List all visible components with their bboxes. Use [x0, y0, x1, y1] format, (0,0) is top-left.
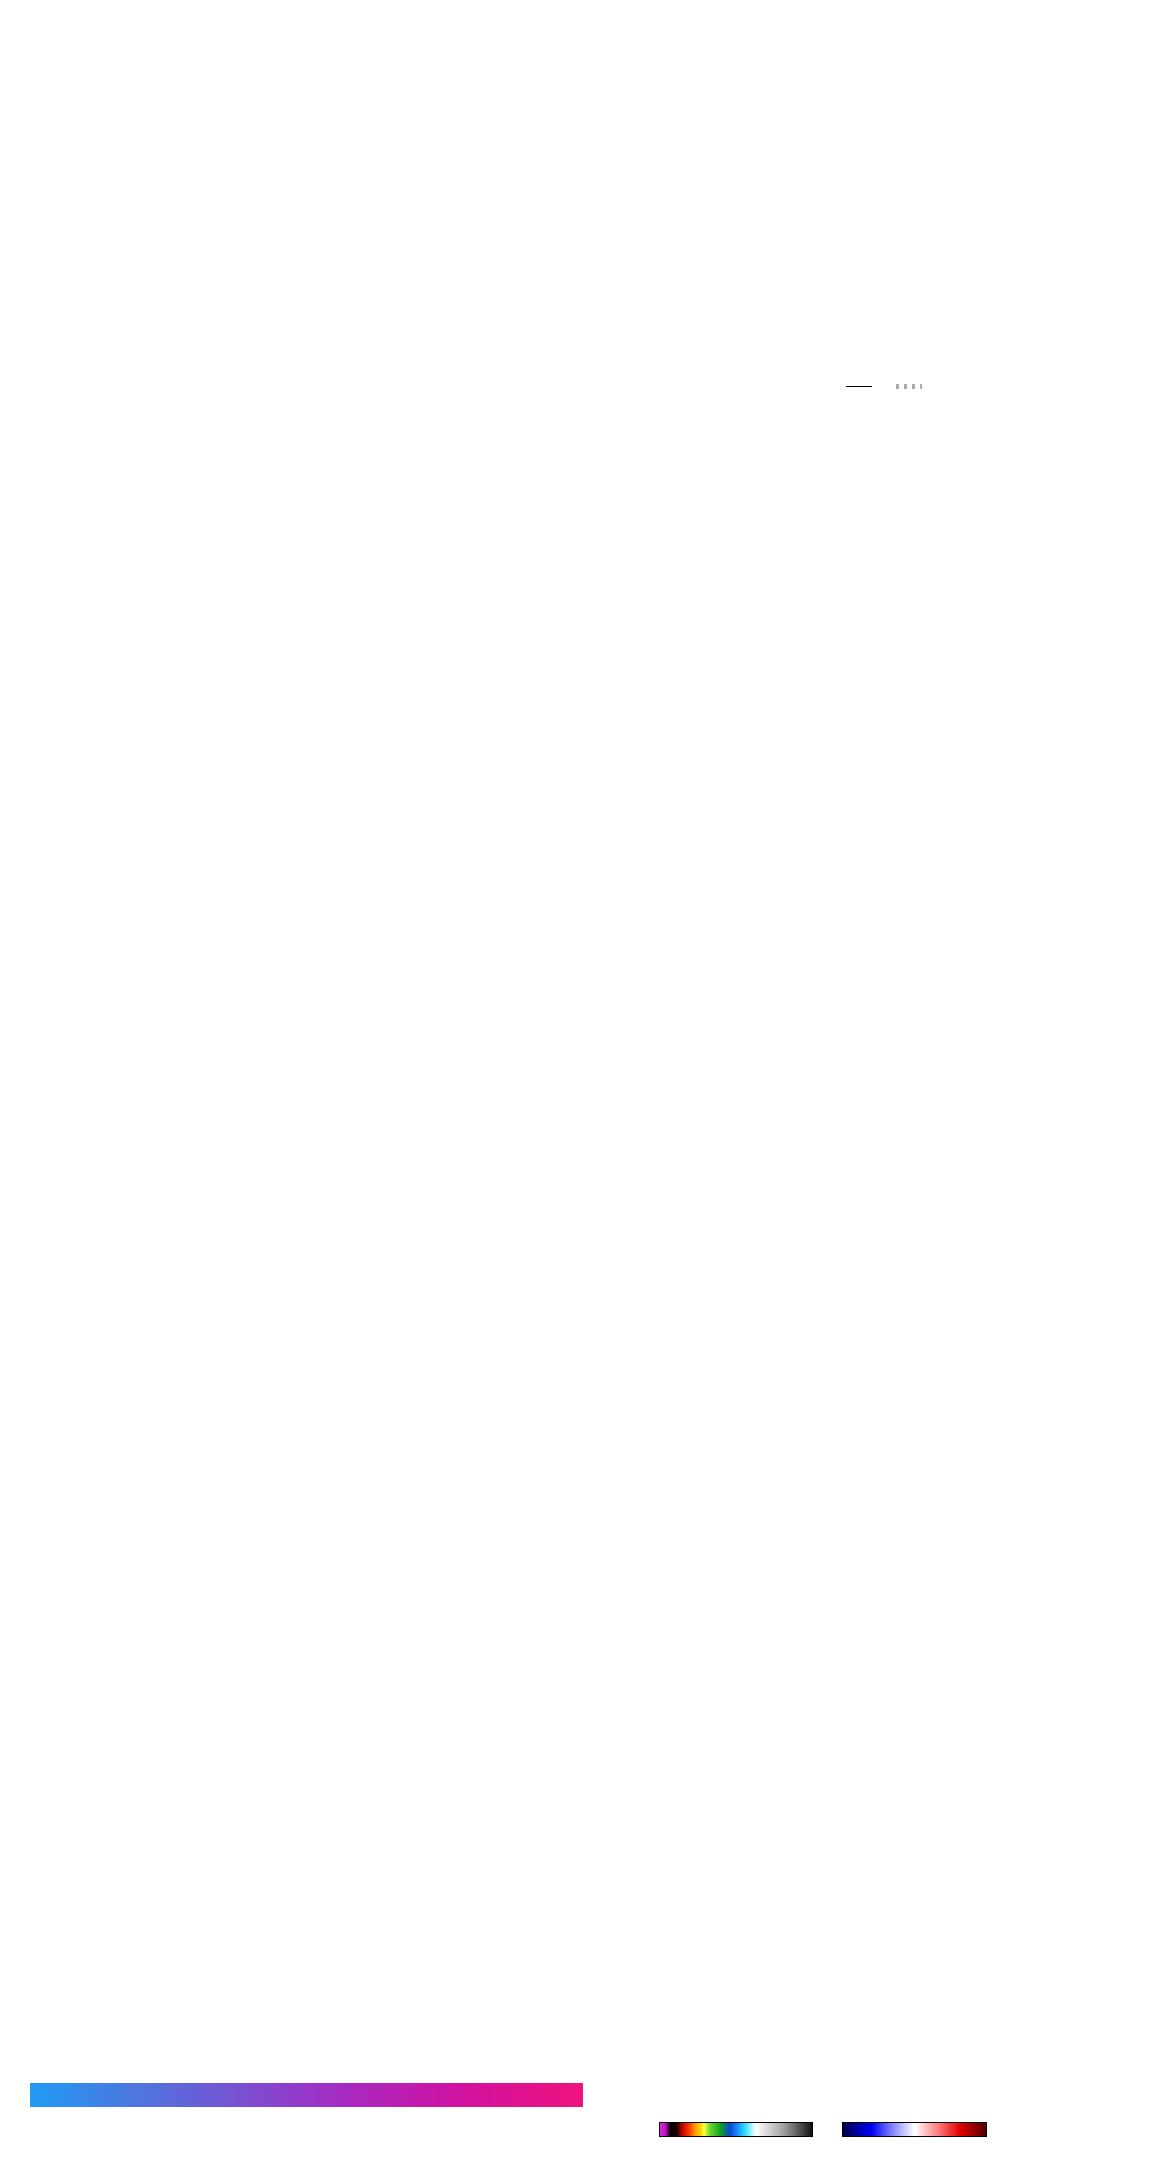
histogram-legend	[735, 384, 1045, 389]
nhc-official-line-swatch	[896, 384, 922, 389]
shap-colorbar	[842, 2122, 987, 2137]
feature-value-colorbar	[30, 2083, 583, 2107]
bt-colorbar	[659, 2122, 813, 2137]
dprint-average-line-swatch	[846, 386, 872, 387]
